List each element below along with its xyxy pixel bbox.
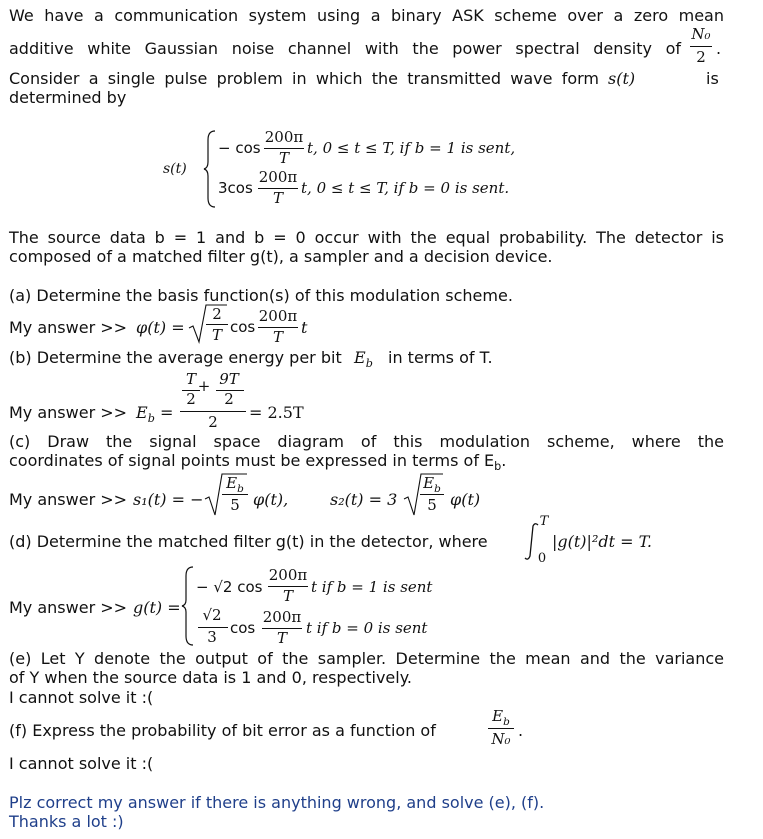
part-a-lhs: φ(t) = xyxy=(136,318,185,337)
signal-case1-coef: − cos xyxy=(218,139,261,157)
signal-lhs: s(t) xyxy=(163,161,187,177)
part-c-line-1: (c) Draw the signal space diagram of this modulation scheme, where the xyxy=(9,432,724,451)
part-b-lhs: $E_b$ = xyxy=(136,403,174,426)
part-c-s2-lhs: s₂(t) = 3 xyxy=(330,490,398,509)
psd-denominator: 2 xyxy=(696,48,706,66)
part-d-case1-num: 200π xyxy=(268,566,308,584)
part-f-num: $E_b$ xyxy=(492,707,510,728)
signal-brace xyxy=(203,130,217,208)
psd-period: . xyxy=(716,39,722,58)
signal-case1-tail: t, 0 ≤ t ≤ T, if b = 1 is sent, xyxy=(307,139,516,157)
part-d-integrand: |g(t)|²dt = T. xyxy=(552,532,653,551)
signal-case1-num: 200π xyxy=(264,128,304,146)
part-d-case2-num: 200π xyxy=(262,608,302,626)
part-d-case1-den: T xyxy=(282,587,293,605)
psd-fraction-bar xyxy=(690,46,712,47)
part-d-case2-cos: cos xyxy=(230,619,256,637)
part-d-label: My answer >> xyxy=(9,598,128,617)
part-b-big-den: 2 xyxy=(208,413,218,431)
part-c-s2-bar xyxy=(420,494,444,495)
part-a-num: 200π xyxy=(258,307,298,325)
intro-line-1: We have a communication system using a binary ASK scheme over a zero mean xyxy=(9,6,724,25)
part-b-plus: + xyxy=(197,377,211,395)
part-a-question: (a) Determine the basis function(s) of this modulation scheme. xyxy=(9,286,513,305)
part-c-s1-num: $E_b$ xyxy=(226,474,244,495)
part-d-case2-pre-num: √2 xyxy=(202,606,222,624)
part-d-question: (d) Determine the matched filter g(t) in the detector, where xyxy=(9,532,488,551)
signal-case2-coef: 3cos xyxy=(218,179,253,197)
part-c-s1-lhs: s₁(t) = − xyxy=(133,490,204,509)
part-c-s2-num: $E_b$ xyxy=(423,474,441,495)
part-c-s2-den: 5 xyxy=(427,496,437,514)
part-c-line-2: coordinates of signal points must be expressed in terms of $E_b$. xyxy=(9,451,507,474)
part-d-int-lower: 0 xyxy=(537,551,547,566)
part-b-t2-num: 9T xyxy=(219,370,239,388)
part-c-label: My answer >> xyxy=(9,490,128,509)
part-a-cos: cos xyxy=(230,318,256,336)
part-c-s1-bar xyxy=(222,494,248,495)
part-c-s1-den: 5 xyxy=(230,496,240,514)
part-b-t1-num: T xyxy=(185,370,196,388)
closing-line-2: Thanks a lot :) xyxy=(9,812,124,831)
part-a-den: T xyxy=(272,328,283,346)
part-d-case1-tail: t if b = 1 is sent xyxy=(311,578,433,596)
closing-line-1: Plz correct my answer if there is anything wrong, and solve (e), (f). xyxy=(9,793,545,812)
intro-line-3-var: s(t) xyxy=(608,69,636,88)
part-f-answer: I cannot solve it :( xyxy=(9,754,154,773)
part-b-question-end: in terms of T. xyxy=(388,348,493,367)
part-b-question: (b) Determine the average energy per bit xyxy=(9,348,342,367)
signal-case2-tail: t, 0 ≤ t ≤ T, if b = 0 is sent. xyxy=(301,179,510,197)
intro-line-3-end: is xyxy=(706,69,719,88)
part-a-tail: t xyxy=(301,318,308,337)
part-e-line-1: (e) Let Y denote the output of the sampler. Determine the mean and the variance xyxy=(9,649,724,668)
part-a-label: My answer >> xyxy=(9,318,128,337)
part-b-label: My answer >> xyxy=(9,403,128,422)
part-d-lhs: g(t) = xyxy=(133,598,181,617)
part-b-result: = 2.5T xyxy=(249,403,304,422)
part-d-case1-coef: − √2 cos xyxy=(196,578,263,596)
part-a-sqrt-bar xyxy=(206,324,228,325)
part-e-answer: I cannot solve it :( xyxy=(9,688,154,707)
part-f-question: (f) Express the probability of bit error as a function of xyxy=(9,721,436,740)
detector-line-2: composed of a matched filter g(t), a sampler and a decision device. xyxy=(9,247,553,266)
part-f-period: . xyxy=(518,721,524,740)
part-c-s1-tail: φ(t), xyxy=(253,490,289,509)
part-d-brace xyxy=(181,566,195,646)
part-a-sqrt-num: 2 xyxy=(212,305,222,323)
part-d-case2-pre-den: 3 xyxy=(207,628,217,646)
part-b-t2-den: 2 xyxy=(224,390,234,408)
signal-case2-num: 200π xyxy=(258,168,298,186)
part-b-t1-den: 2 xyxy=(186,390,196,408)
signal-case1-den: T xyxy=(278,149,289,167)
intro-line-2: additive white Gaussian noise channel with the power spectral density of xyxy=(9,39,681,58)
part-d-case2-den: T xyxy=(276,629,287,647)
part-c-s2-tail: φ(t) xyxy=(450,490,481,509)
part-a-sqrt-den: T xyxy=(211,326,222,344)
part-b-question-var: $E_b$ xyxy=(354,348,373,371)
part-f-bar xyxy=(488,728,514,729)
psd-numerator: N₀ xyxy=(691,25,711,43)
part-d-case2-tail: t if b = 0 is sent xyxy=(306,619,428,637)
signal-case2-den: T xyxy=(272,189,283,207)
part-d-int-upper: T xyxy=(539,514,549,529)
intro-line-3: Consider a single pulse problem in which the transmitted wave form xyxy=(9,69,599,88)
part-b-big-bar xyxy=(180,411,246,412)
intro-line-4: determined by xyxy=(9,88,127,107)
part-e-line-2: of Y when the source data is 1 and 0, respectively. xyxy=(9,668,412,687)
detector-line-1: The source data b = 1 and b = 0 occur with the equal probability. The detector is xyxy=(9,228,724,247)
part-f-den: N₀ xyxy=(491,730,511,748)
